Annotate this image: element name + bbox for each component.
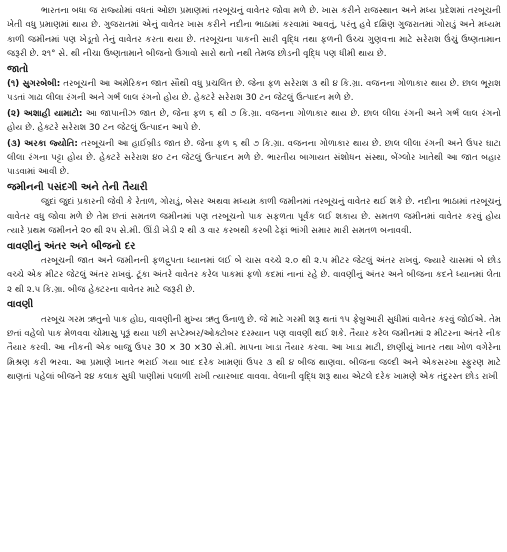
variety-description: આ જાપાનીઝ જાત છે, જેના ફળ ૬ થી ૭ કિ.ગ્રા. વજનના ગોળાકાર થાય છે. છાલ લીલા રંગની અને ગર્ભ લાલ રંગનો હોય છે. હેક્ટરે સરેરાશ 30 ટન જેટલું ઉત્પાદન આપે છે. — [7, 108, 502, 134]
spacing-heading: વાવણીનું અંતર અને બીજનો દર — [7, 240, 136, 252]
land-heading: જમીનની પસંદગી અને તેની તૈયારી — [7, 181, 148, 193]
intro-paragraph: ભારતના બધા જ રાજ્યોમાં વધતાં ઓછા પ્રમાણમાં તરબૂચનું વાવેતર જોવા મળે છે. ખાસ કરીને રાજસ્થાન અને મધ્ય પ્રદેશમાં તરબૂચની ખેતી વધુ પ્રમાણમાં થાય છે. ગુજરાતમાં એનું વાવેતર ખાસ કરીને નદીના ભાઠામાં કરવામાં આવતું, પરંતુ હવે દક્ષિણ ગુજરાતમાં ગોરાડું અને મધ્યમ કાળી જમીનમાં પણ ખેડૂતો તેનું વાવેતર કરતા થયા છે. તરબૂચના પાકની સારી વૃદ્ધિ તથા ફળની ઉચ્ચ ગુણવત્તા માટે સરેરાશ ઉંચું ઉષ્ણતામાન જરૂરી છે. ૨૧° સે. થી નીચા ઉષ્ણતામાને બીજનો ઉગાવો સારો થતો નથી તેમજ છોડની વૃદ્ધિ પણ ધીમી થાય છે. — [7, 6, 501, 60]
variety-description: તરબૂચની આ હાઈબ્રીડ જાત છે. જેના ફળ ૬ થી ૭ કિ.ગ્રા. વજનના ગોળાકાર થાય છે. છાલ લીલા રંગની અને ઉપર ઘાટા લીલા રંગના પટ્ટા હોય છે. હેક્ટરે સરેરાશ ૪૦ ટન જેટલું ઉત્પાદન મળે છે. ભારતીય બાગાયત સંશોધન સંસ્થા, બેંગ્લોર ખાતેથી આ જાત બહાર પાડવામાં આવી છે. — [7, 138, 501, 178]
variety-label: (૩) અરકા જ્યોતિ: — [7, 138, 78, 149]
land-paragraph: જુદાં જુદાં પ્રકારની જેવી કે રેતાળ, ગોરાડું, બેસર અથવા મધ્યમ કાળી જમીનમાં તરબૂચનું વાવેતર થઈ શકે છે. નદીના ભાઠામાં તરબૂચનું વાવેતર વધુ જોવા મળે છે તેમ છતાં સમતળ જમીનમાં પણ તરબૂચનો પાક સફળતા પૂર્વક લઈ શકાય છે. સમતળ જમીનમાં વાવેતર કરવું હોય ત્યારે પ્રથમ જમીનને ૨૦ થી ૨૫ સે.મી. ઊંડી ખેડી ૨ થી ૩ વાર કરબથી કરબી ઢેફાં ભાંગી સમાર મારી સમતળ બનાવવી. — [7, 197, 501, 237]
variety-item — [7, 137, 501, 180]
sowing-paragraph: તરબૂચ ગરમ ઋતુનો પાક હોઇ, વાવણીની મુખ્ય ઋતુ ઉનાળુ છે. જે માટે ગરમી શરૂ થતાં ૧૫ ફેબ્રુઆરી સુધીમાં વાવેતર કરવું જોઈએ. તેમ છતાં વહેલો પાક મેળવવા ચોમાસુ પૂરૂં થયા પછી સપ્ટેમ્બર/ઓક્ટોબર દરમ્યાન પણ વાવણી થઈ શકે. તૈયાર કરેલ જમીનમાં ૨ મીટરના અંતરે નીક તૈયાર કરવી. આ નીકની એક બાજુ ઉપર 30 × 30 ×30 સે.મી. માપના ખાડા તૈયાર કરવા. આ ખાડા માટી, છાણીયું ખાતર તથા ખોળ વગેરેના મિશ્રણ કરી ભરવા. આ પ્રમાણે ખાતર ભરાઈ ગયા બાદ દરેક ખામણાં ઉપર ૩ થી ૪ બીજ થાણવા. બીજના જલ્દી અને એકસરખા સ્ફુરણ માટે થાણતાં પહેલાં બીજને ૨૪ કલાક સુધી પાણીમાં પલાળી રાખી ત્યારબાદ વાવવા. વેલાની વૃદ્ધિ શરૂ થાય એટલે દરેક ખામણે એક તંદુરસ્ત છોડ રાખી — [7, 314, 501, 383]
variety-label: (૨) અશાહી યામાટો: — [7, 108, 83, 119]
variety-label: (૧) સુગરબેબી: — [7, 79, 61, 90]
variety-item — [7, 77, 501, 106]
spacing-paragraph: તરબૂચની જાત અને જમીનની ફળદ્રુપતા ધ્યાનમાં લઈ બે ચાસ વચ્ચે ૨.૦ થી ૨.૫ મીટર જેટલું અંતર રાખવું. જ્યારે ચાસમાં બે છોડ વચ્ચે એક મીટર જેટલું અંતર રાખવું. ટૂંકા અંતરે વાવેતર કરેલ પાકમાં ફળો કદમાં નાનાં રહે છે. વાવણીનું અંતર અને બીજના કદને ધ્યાનમાં લેતા ૨ થી ૨.૫ કિ.ગ્રા. બીજ હેક્ટરના વાવેતર માટે જરૂરી છે. — [7, 255, 501, 295]
variety-description: તરબૂચની આ અમેરિકન જાત સૌથી વધુ પ્રચલિત છે. જેના ફળ સરેરાશ ૩ થી ૪ કિ.ગ્રા. વજનના ગોળાકાર થાય છે. છાલ ભૂરાશ પડતાં ગાઢા લીલા રંગની અને ગર્ભ લાલ રંગનો હોય છે. હેક્ટરે સરેરાશ 30 ટન જેટલું ઉત્પાદન મળે છે. — [7, 79, 501, 104]
varieties-heading: જાતો — [7, 63, 29, 75]
sowing-heading: વાવણી — [7, 299, 34, 311]
variety-item — [7, 107, 501, 136]
